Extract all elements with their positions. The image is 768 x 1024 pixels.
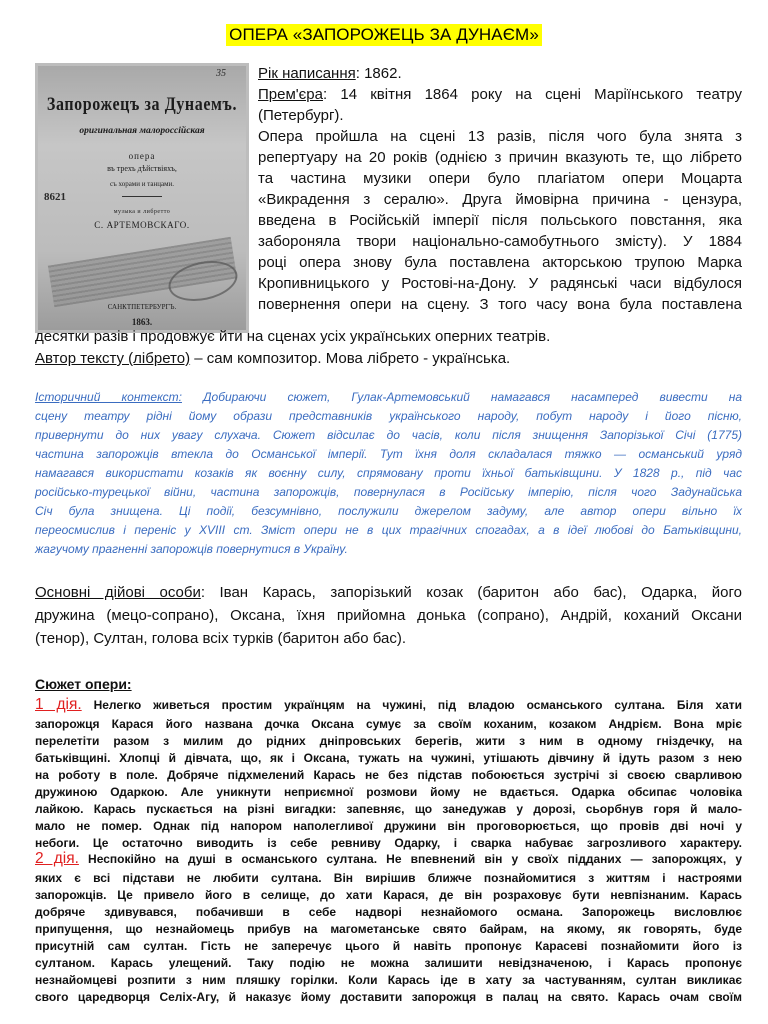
history-line: повернення опери на сцену. З того часу вона була поставлена <box>258 296 742 313</box>
context-line: сцену театру рідні йому образи представників українського народу, побут народу і його пісню, <box>35 409 742 423</box>
cover-title: Запорожецъ за Дунаемъ. <box>46 94 238 115</box>
context-line: жагучому прагненні запорожців повернутися в Україну. <box>35 542 348 556</box>
history-line: забороняла твори національно-самобутнього змісту). У 1884 <box>258 233 742 250</box>
act2-line: добряче здивувався, побачивши в себе надворі незнайомого османа. Запорожець висловлює <box>35 905 742 919</box>
cover-subtitle: оригинальная малороссійская <box>79 126 205 136</box>
act1-line: небоги. Це остаточно виводить із себе ревниву Одарку, і сварка набуває загрозливого характеру. <box>35 836 742 850</box>
context-label: Історичний контекст: <box>35 390 182 404</box>
context-line: частина запорожців втекла до Османської імперії. Тут їхня доля складалася тяжко — османський уряд <box>35 447 742 461</box>
act1-line: на роботу в поле. Добряче підхмелений Карась не без підстав побоюється зустрічі зі своєю сварливою <box>35 768 742 782</box>
characters-line: дружина (мецо-сопрано), Оксана, їхня прийомна донька (сопрано), Андрій, коханий Оксани <box>35 607 742 624</box>
act2-line: султаном. Карась улещений. Таку подію не можна залишити невідзначеною, і Карась пропонує <box>35 956 742 970</box>
premiere-value: : 14 квітня 1864 року на сцені Маріїнського театру (Петербург). <box>258 86 742 124</box>
act2-line: незнайомцеві розпити з ним пляшку горілки. Коли Карась іде в хату за частуванням, султан викликає <box>35 973 742 987</box>
history-line: Кропивницького у Ростові-на-Дону. У радянські часи відбулося <box>258 275 742 292</box>
written-year <box>258 63 742 84</box>
characters-line <box>35 582 742 603</box>
context-line: переосмислив і переніс у XVIII ст. Зміст опери не в цих трагічних спогадах, а в ідеї любові до Батьківщини, <box>35 523 742 537</box>
cover-acts: въ трехъ дѣйствіяхъ, <box>107 164 177 173</box>
act2-line: яких є всі підстави не любити султана. Він вирішив ближче познайомитися з життям і настроями <box>35 871 742 885</box>
act2-label: 2 дія. <box>35 850 79 867</box>
context-line <box>35 388 742 407</box>
act2-line: присутній сам султан. Гість не заперечує цього й навіть пропонує Карасеві познайомити його із <box>35 939 742 953</box>
act2-line: запорожців. Це привело його в селище, до хати Карася, де він розраховує бути невпізнаним. Карась <box>35 888 742 902</box>
act2-line: свого царедворця Селіх-Агу, й наказує йому доставити запорожця в палац на свято. Карась очам своїм <box>35 990 742 1004</box>
cover-music-by: музыка и либретто <box>113 209 171 215</box>
page-title: ОПЕРА «ЗАПОРОЖЕЦЬ ЗА ДУНАЄМ» <box>226 24 542 46</box>
act2-text: Неспокійно на душі в османського султана. Не впевнений він у своїх підданих — запорожцях, у <box>78 852 742 866</box>
context-line: привернути до них увагу слухача. Сюжет відсилає до часів, коли після знищення Запорізької Січі (1775) <box>35 428 742 442</box>
act1-text: Нелегко живеться простим українцям на чужині, під владою османського султана. Біля хати <box>81 698 742 712</box>
act1-label: 1 дія. <box>35 696 82 713</box>
act2-line <box>35 851 742 868</box>
history-line: та частина музики опери було плагіатом опери Моцарта <box>258 170 742 187</box>
libretto-cover-image <box>35 63 249 333</box>
context-line: Січ була знищена. Ці події, безсумнівно, послужили джерелом задуму, але автор опери вільно їх <box>35 504 742 518</box>
context-line-text: Добираючи сюжет, Гулак-Артемовський намагався насамперед вивести на <box>181 390 743 404</box>
history-line: десятки разів і продовжує йти на сценах усіх українських оперних театрів. <box>35 328 551 345</box>
characters-line: (тенор), Султан, голова всіх турків (баритон або бас). <box>35 630 407 647</box>
plot-heading: Сюжет опери: <box>35 676 132 692</box>
cover-catalog-number: 8621 <box>44 191 66 203</box>
cover-year: 1863. <box>131 317 153 327</box>
written-year-value: : 1862. <box>355 65 402 82</box>
cover-corner-mark: 35 <box>216 68 226 79</box>
libretto-author <box>35 348 742 369</box>
context-line: російсько-турецької війни, частина запорожців, повернулася в Російську імперію, після чого Задунайська <box>35 485 742 499</box>
act1-line: запорожця Карася його названа дочка Оксана сумує за своїм коханим, козаком Андрієм. Вона мріє <box>35 717 742 731</box>
act1-line: лайкою. Карась пускається на різні вигадки: запевняє, що занедужав у дорозі, сьорбнув горя й мало- <box>35 802 742 816</box>
characters-label: Основні дійові особи <box>35 584 201 601</box>
libretto-author-label: Автор тексту (лібрето) <box>35 350 191 367</box>
libretto-author-value: – сам композитор. Мова лібрето - українська. <box>190 350 511 367</box>
cover-city: САНКТПЕТЕРБУРГЪ. <box>107 303 177 311</box>
history-line: році опера знову була поставлена акторською трупою Марка <box>258 254 742 271</box>
act1-line: дружиною Одаркою. Але уникнути неприємної розмови йому не вдається. Одарка обсипає чоловіка <box>35 785 742 799</box>
premiere <box>258 84 742 126</box>
premiere-label: Прем'єра <box>258 86 323 103</box>
context-line: намагався використати козаків як воєнну силу, спрямовану проти їхньої батьківщини. У 1828 р., під час <box>35 466 742 480</box>
act1-line: батьківщині. Хлопці й дівчата, що, як і Оксана, тужать на чужині, утішають дівчину й ідуть разом з нею <box>35 751 742 765</box>
history-line: репертуару на 20 років (однією з причин вказують те, що лібрето <box>258 149 742 166</box>
cover-divider <box>122 196 162 197</box>
characters-text: : Іван Карась, запорізький козак (баритон або бас), Одарка, його <box>200 584 742 601</box>
act1-line: мало не помер. Однак під напором наполегливої дружини він проговорюється, що провів дві ночі у <box>35 819 742 833</box>
title-block <box>0 24 768 46</box>
written-year-label: Рік написання <box>258 65 356 82</box>
history-line: «Викрадення з сералю». Друга ймовірна причина - цензура, <box>258 191 742 208</box>
act1-line <box>35 697 742 714</box>
history-line: Опера пройшла на сцені 13 разів, після чого була знята з <box>258 128 742 145</box>
history-line: введена в Російській імперії після польського повстання, яка <box>258 212 742 229</box>
act1-line: перелетіти разом з милим до рідних дніпровських берегів, жити з ним в одному гніздечку, на <box>35 734 742 748</box>
cover-author: С. АРТЕМОВСКАГО. <box>94 220 190 230</box>
cover-chorus: съ хорами и танцами. <box>109 180 174 188</box>
act2-line: припущення, що незнайомець прибув на магометанське свято байрам, на якому, як говорять, буде <box>35 922 742 936</box>
cover-genre: опера <box>128 151 156 161</box>
